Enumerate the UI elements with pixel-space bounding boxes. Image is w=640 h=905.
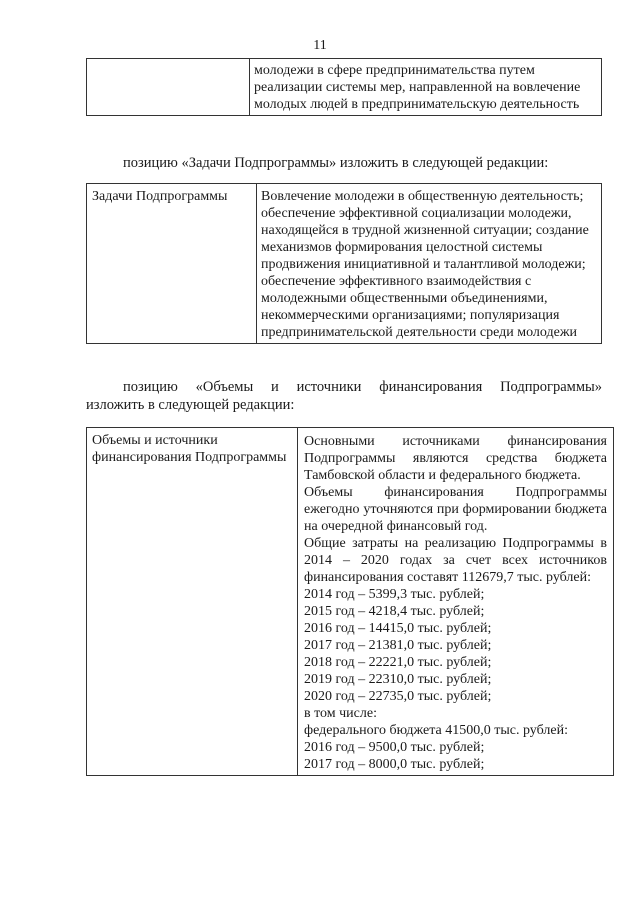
federal-year-2017: 2017 год – 8000,0 тыс. рублей; — [304, 757, 485, 772]
funding-total-text: Общие затраты на реализацию Подпрограммы в 2014 – 2020 годах за счет всех источников финансирования составят 112679,7 тыс. рублей: — [304, 536, 607, 585]
funding-text-cell — [298, 428, 614, 776]
empty-cell — [87, 59, 250, 116]
instruction-line-2: изложить в следующей редакции: — [86, 397, 295, 413]
including-text: в том числе: — [304, 706, 377, 721]
instruction-paragraph-tasks: позицию «Задачи Подпрограммы» изложить в следующей редакции: — [123, 155, 549, 171]
funding-label-cell: Объемы и источники финансирования Подпрограммы — [87, 428, 298, 776]
federal-budget-text: федерального бюджета 41500,0 тыс. рублей: — [304, 723, 568, 738]
year-2019: 2019 год – 22310,0 тыс. рублей; — [304, 672, 492, 687]
year-2018: 2018 год – 22221,0 тыс. рублей; — [304, 655, 492, 670]
funding-table — [86, 427, 614, 776]
tasks-label-cell: Задачи Подпрограммы — [87, 184, 257, 344]
year-2017: 2017 год – 21381,0 тыс. рублей; — [304, 638, 492, 653]
year-2015: 2015 год – 4218,4 тыс. рублей; — [304, 604, 485, 619]
year-2014: 2014 год – 5399,3 тыс. рублей; — [304, 587, 485, 602]
instruction-line-1: позицию «Объемы и источники финансирования Подпрограммы» — [123, 379, 602, 395]
tasks-table — [86, 183, 602, 344]
continued-table — [86, 58, 602, 116]
instruction-paragraph-funding — [86, 378, 602, 414]
federal-year-2016: 2016 год – 9500,0 тыс. рублей; — [304, 740, 485, 755]
tasks-text-cell: Вовлечение молодежи в общественную деятельность; обеспечение эффективной социализации молодежи, находящейся в трудной жизненной ситуации; создание механизмов формирования целостной системы продвижения инициативной и талантливой молодежи; обеспечение эффективного взаимодействия с молодежными общественными объединениями, некоммерческими организациями; популяризация предпринимательской деятельности среди молодежи — [257, 184, 602, 344]
page-number: 11 — [313, 38, 327, 53]
year-2020: 2020 год – 22735,0 тыс. рублей; — [304, 689, 492, 704]
funding-sources-text: Основными источниками финансирования Подпрограммы являются средства бюджета Тамбовской области и федерального бюджета. — [304, 434, 607, 483]
funding-update-text: Объемы финансирования Подпрограммы ежегодно уточняются при формировании бюджета на очередной финансовый год. — [304, 485, 607, 534]
continued-text-cell: молодежи в сфере предпринимательства путем реализации системы мер, направленной на вовлечение молодых людей в предпринимательскую деятельность — [250, 59, 602, 116]
year-2016: 2016 год – 14415,0 тыс. рублей; — [304, 621, 492, 636]
